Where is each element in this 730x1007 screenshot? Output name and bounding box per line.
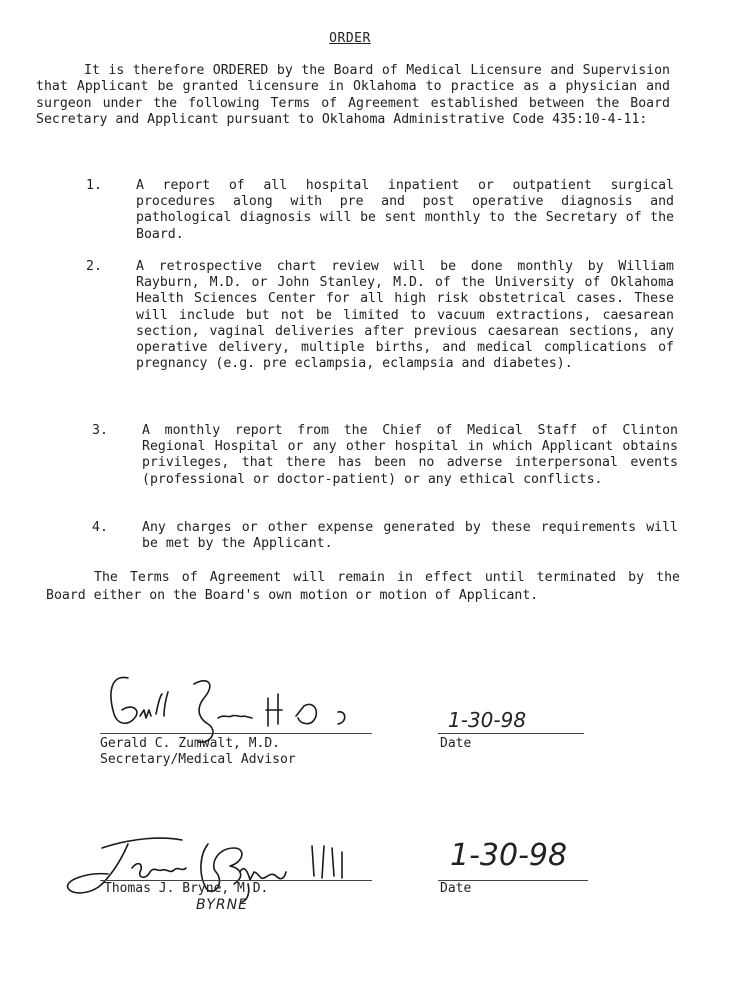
item-text: Any charges or other expense generated by these requirements will be met by the Applicant. <box>142 520 678 552</box>
item-text: A report of all hospital inpatient or outpatient surgical procedures along with pre and post operative diagnosis and pathological diagnosis will be sent monthly to the Secretary of the Board. <box>136 178 674 242</box>
item-text: A monthly report from the Chief of Medical Staff of Clinton Regional Hospital or any other hospital in which Applicant obtains privileges, that there has been no adverse interpersonal events (professional or doctor-patient) or any ethical conflicts. <box>142 423 678 487</box>
date-label: Date <box>440 736 472 751</box>
item-number: 2. <box>86 259 102 274</box>
handwritten-date: 1-30-98 <box>448 708 527 732</box>
intro-paragraph: It is therefore ORDERED by the Board of Medical Licensure and Supervision that Applicant be granted licensure in Oklahoma to practice as a physician and surgeon under the following Terms of Agreement established between the Board Secretary and Applicant pursuant to Oklahoma Administrative Code 435:10-4-11: <box>36 63 670 128</box>
document-heading: ORDER <box>329 31 371 46</box>
signature-zumwalt <box>100 664 380 744</box>
signature-line <box>100 733 372 734</box>
date-label: Date <box>440 881 472 896</box>
item-text: A retrospective chart review will be done monthly by William Rayburn, M.D. or John Stanley, M.D. of the University of Oklahoma Health Sciences Center for all high risk obstetrical cases. These will include but not be limited to vacuum extractions, caesarean section, vaginal deliveries after previous caesarean sections, any operative delivery, multiple births, and medical complications of pregnancy (e.g. pre eclampsia, eclampsia and diabetes). <box>136 259 674 372</box>
signer-name: Thomas J. Bryne, M.D. <box>104 881 269 896</box>
handwritten-surname: BYRNE <box>196 897 248 913</box>
signer-name: Gerald C. Zumwalt, M.D. <box>100 736 281 751</box>
handwritten-date: 1-30-98 <box>450 838 568 873</box>
list-item <box>86 178 674 243</box>
list-item <box>86 259 674 372</box>
item-number: 1. <box>86 178 102 193</box>
list-item <box>92 520 678 552</box>
date-line <box>438 733 584 734</box>
closing-paragraph: The Terms of Agreement will remain in effect until terminated by the Board either on the Board's own motion or motion of Applicant. <box>46 570 680 603</box>
list-item <box>92 423 678 488</box>
item-number: 3. <box>92 423 108 438</box>
item-number: 4. <box>92 520 108 535</box>
signer-title: Secretary/Medical Advisor <box>100 752 296 767</box>
